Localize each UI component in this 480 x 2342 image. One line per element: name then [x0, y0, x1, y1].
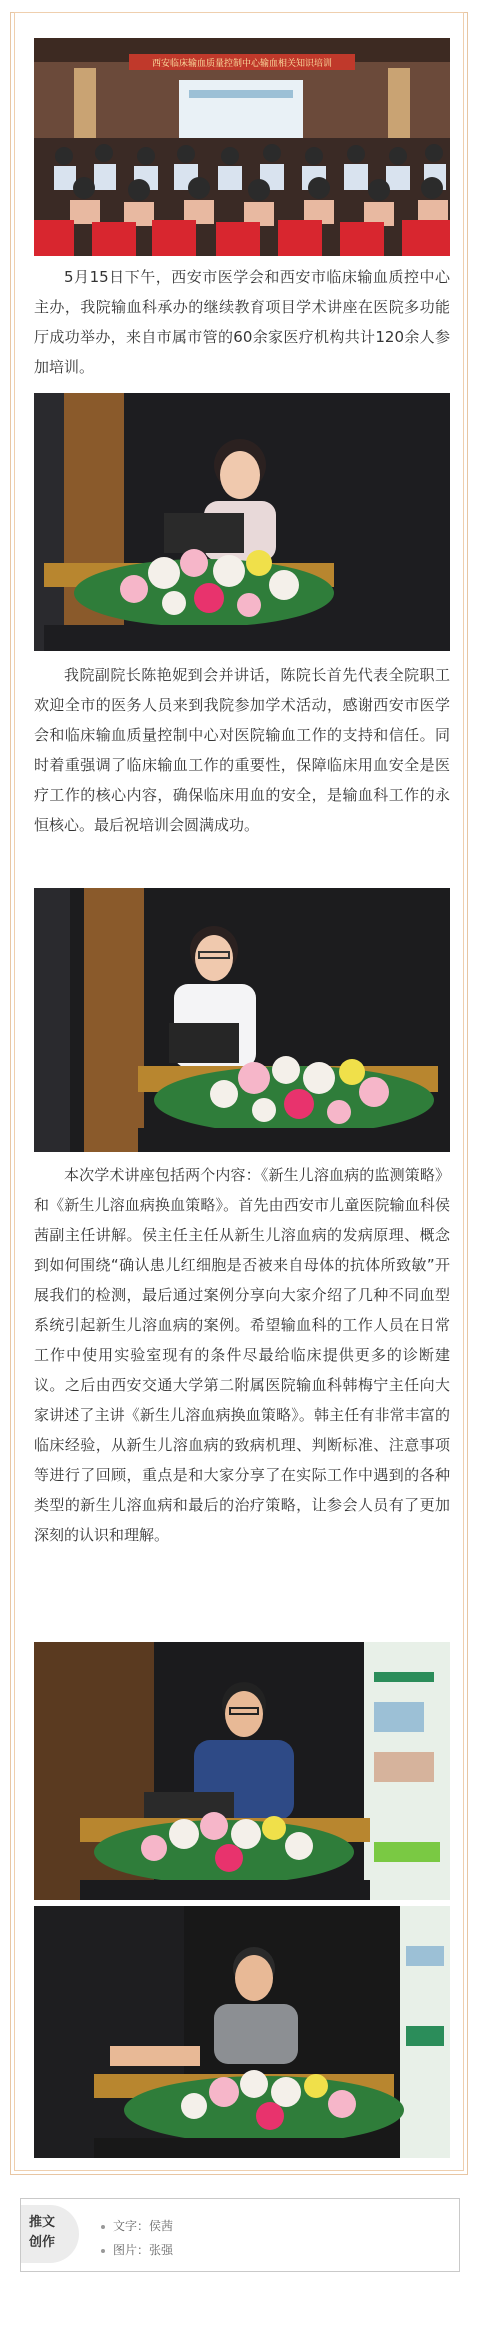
- photo-lecturer-second: [34, 1906, 450, 2158]
- lecturer-han-illustration: [34, 1642, 450, 1900]
- credit-photo-author: 图片：张强: [113, 2243, 174, 2257]
- lecturer-hou-illustration: [34, 888, 450, 1152]
- bullet-icon: [101, 2249, 105, 2253]
- banner-text: 西安临床输血质量控制中心输血相关知识培训: [151, 59, 333, 69]
- photo-lecturer-han: [34, 1642, 450, 1900]
- credit-text-line: [101, 2217, 173, 2234]
- speaker-illustration: [34, 393, 450, 651]
- credits-tag-label: 推文创作: [29, 2215, 56, 2250]
- photo-auditorium: [34, 38, 450, 256]
- paragraph-intro: 5月15日下午，西安市医学会和西安市临床输血质控中心主办，我院输血科承办的继续教育项目学术讲座在医院多功能厅成功举办，来自市属市管的60余家医疗机构共计120余人参加培训。: [34, 268, 450, 376]
- bullet-icon: [101, 2225, 105, 2229]
- credits-box: [20, 2198, 460, 2272]
- paragraph-lectures: 本次学术讲座包括两个内容：《新生儿溶血病的监测策略》和《新生儿溶血病换血策略》。首先由西安市儿童医院输血科侯茜副主任讲解。侯主任主任从新生儿溶血病的发病原理、概念到如何围绕“确认患儿红细胞是否被来自母体的抗体所致敏”开展我们的检测，最后通过案例分享向大家介绍了几种不同血型系统引起新生儿溶血病的案例。希望输血科的工作人员在日常工作中使用实验室现有的条件尽最给临床提供更多的诊断建议。之后由西安交通大学第二附属医院输血科韩梅宁主任向大家讲述了主讲《新生儿溶血病换血策略》。韩主任有非常丰富的临床经验，从新生儿溶血病的致病机理、判断标准、注意事项等进行了回顾，重点是和大家分享了在实际工作中遇到的各种类型的新生儿溶血病和最后的治疗策略，让参会人员有了更加深刻的认识和理解。: [34, 1166, 450, 1544]
- paragraph-vice-president: 我院副院长陈艳妮到会并讲话，陈院长首先代表全院职工欢迎全市的医务人员来到我院参加学术活动，感谢西安市医学会和临床输血质量控制中心对医院输血工作的支持和信任。同时着重强调了临床输血工作的重要性，保障临床用血安全是医疗工作的核心内容，确保临床用血的安全，是输血科工作的永恒核心。最后祝培训会圆满成功。: [34, 666, 450, 834]
- photo-lecturer-hou: [34, 888, 450, 1152]
- credit-text-author: 文字：侯茜: [113, 2219, 174, 2233]
- photo-vice-president: [34, 393, 450, 651]
- auditorium-illustration: [34, 38, 450, 256]
- lecturer-second-illustration: [34, 1906, 450, 2158]
- credit-photo-line: [101, 2241, 173, 2258]
- credits-tag: [21, 2205, 79, 2263]
- projector-screen: [179, 80, 303, 138]
